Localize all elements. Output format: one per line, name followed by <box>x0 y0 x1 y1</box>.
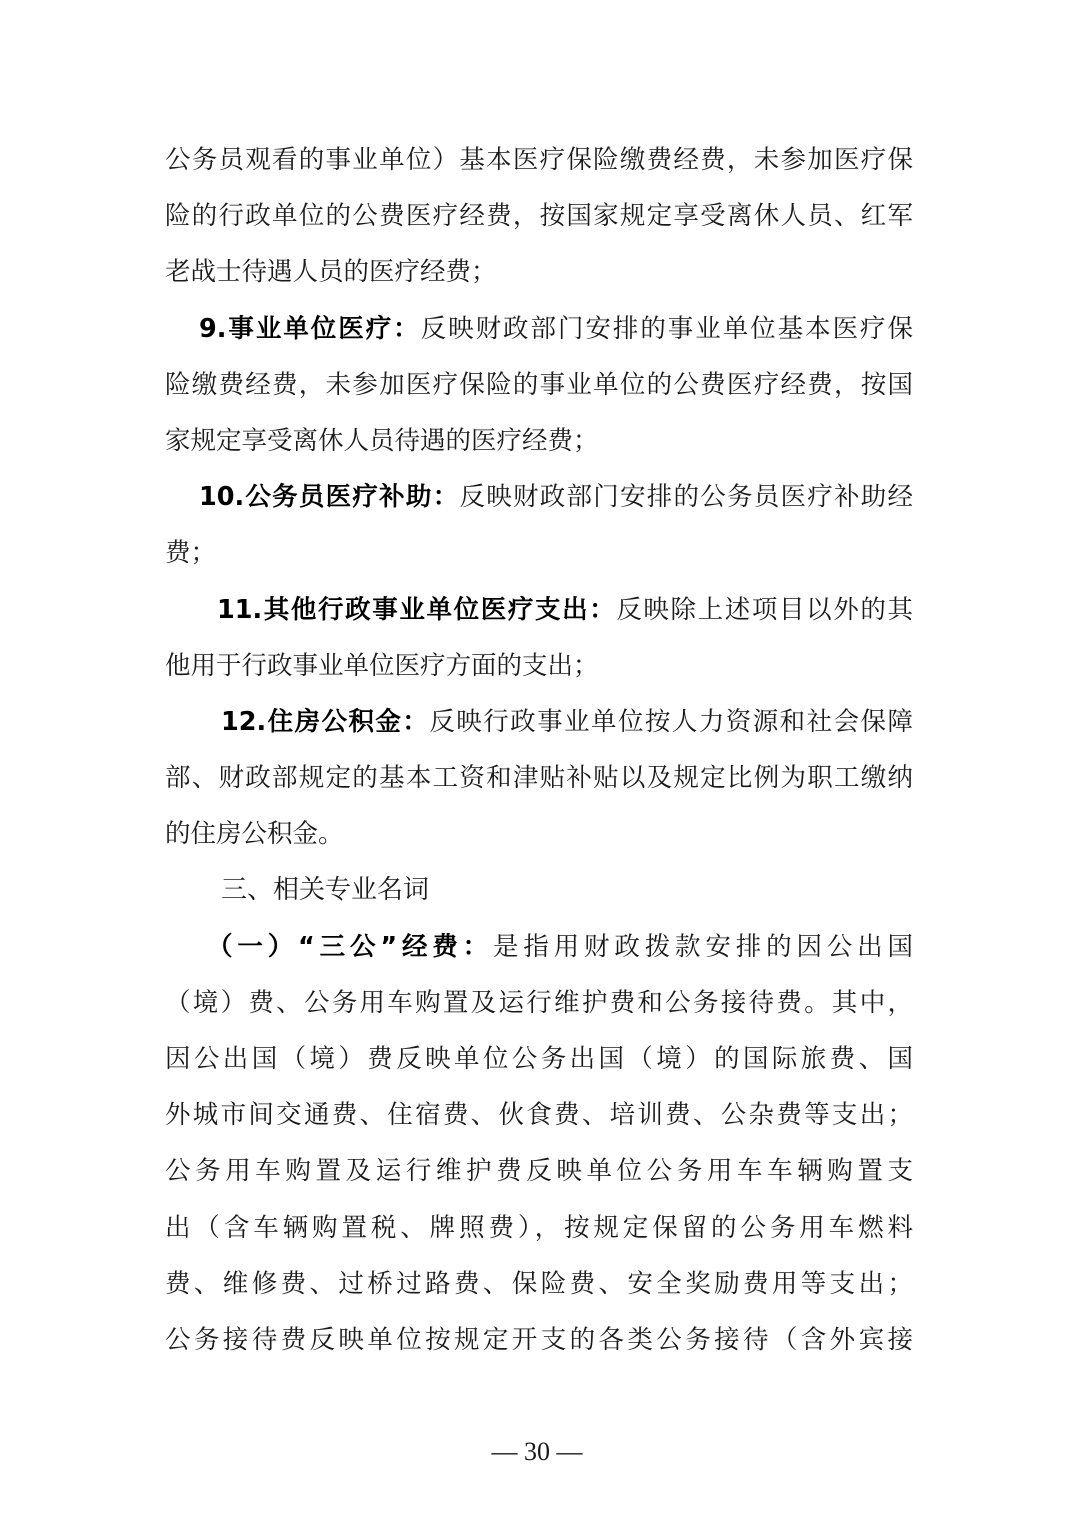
text-line <box>165 357 913 413</box>
line-text: 险缴费经费，未参加医疗保险的事业单位的公费医疗经费，按国 <box>165 369 913 400</box>
line-text: 他用于行政事业单位医疗方面的支出； <box>165 650 599 681</box>
line-text: 外城市间交通费、住宿费、伙食费、培训费、公杂费等支出； <box>165 1100 913 1131</box>
term-label: （一）“三公”经费： <box>207 931 493 962</box>
line-text: 反映除上述项目以外的其 <box>616 594 913 625</box>
line-text: 三、相关专业名词 <box>221 875 430 906</box>
line-text: 公务接待费反映单位按规定开支的各类公务接待（含外宾接 <box>165 1324 913 1355</box>
document-body <box>165 132 913 1368</box>
line-text: 家规定享受离休人员待遇的医疗经费； <box>165 425 599 456</box>
text-line <box>165 244 913 300</box>
text-line <box>165 188 913 244</box>
text-line <box>165 132 913 188</box>
text-line <box>165 1087 913 1143</box>
line-text: 险的行政单位的公费医疗经费，按国家规定享受离休人员、红军 <box>165 201 913 232</box>
line-text: 公务用车购置及运行维护费反映单位公务用车车辆购置支 <box>165 1156 913 1187</box>
line-text: 老战士待遇人员的医疗经费； <box>165 257 497 288</box>
text-line <box>165 469 913 525</box>
text-line <box>165 919 913 975</box>
text-line <box>165 301 913 357</box>
term-label: 9.事业单位医疗： <box>199 313 421 344</box>
text-line <box>165 1143 913 1199</box>
line-text: 反映行政事业单位按人力资源和社会保障 <box>429 706 913 737</box>
section-heading <box>165 862 913 918</box>
text-line <box>165 582 913 638</box>
text-line <box>165 806 913 862</box>
text-line <box>165 975 913 1031</box>
term-label: 10.公务员医疗补助： <box>199 482 460 513</box>
text-line <box>165 694 913 750</box>
line-text: 反映财政部门安排的事业单位基本医疗保 <box>420 313 913 344</box>
line-text: 公务员观看的事业单位）基本医疗保险缴费经费，未参加医疗保 <box>165 145 913 175</box>
text-line <box>165 413 913 469</box>
text-line <box>165 1031 913 1087</box>
line-text: 因公出国（境）费反映单位公务出国（境）的国际旅费、国 <box>165 1044 913 1074</box>
text-line <box>165 750 913 806</box>
line-text: 反映财政部门安排的公务员医疗补助经 <box>459 482 913 513</box>
text-line <box>165 1200 913 1256</box>
line-text: 是指用财政拨款安排的因公出国 <box>492 931 913 962</box>
line-text: （境）费、公务用车购置及运行维护费和公务接待费。其中， <box>165 987 913 1018</box>
term-label: 12.住房公积金： <box>221 706 430 737</box>
text-line <box>165 525 913 581</box>
page-number: — 30 — <box>491 1437 583 1466</box>
text-line <box>165 1256 913 1312</box>
line-text: 的住房公积金。 <box>165 819 344 850</box>
line-text: 费； <box>165 538 217 569</box>
line-text: 部、财政部规定的基本工资和津贴补贴以及规定比例为职工缴纳 <box>165 763 913 794</box>
text-line <box>165 638 913 694</box>
term-label: 11.其他行政事业单位医疗支出： <box>217 594 617 625</box>
line-text: 出（含车辆购置税、牌照费），按规定保留的公务用车燃料 <box>165 1212 913 1243</box>
line-text: 费、维修费、过桥过路费、保险费、安全奖励费用等支出； <box>165 1268 913 1299</box>
text-line <box>165 1312 913 1368</box>
